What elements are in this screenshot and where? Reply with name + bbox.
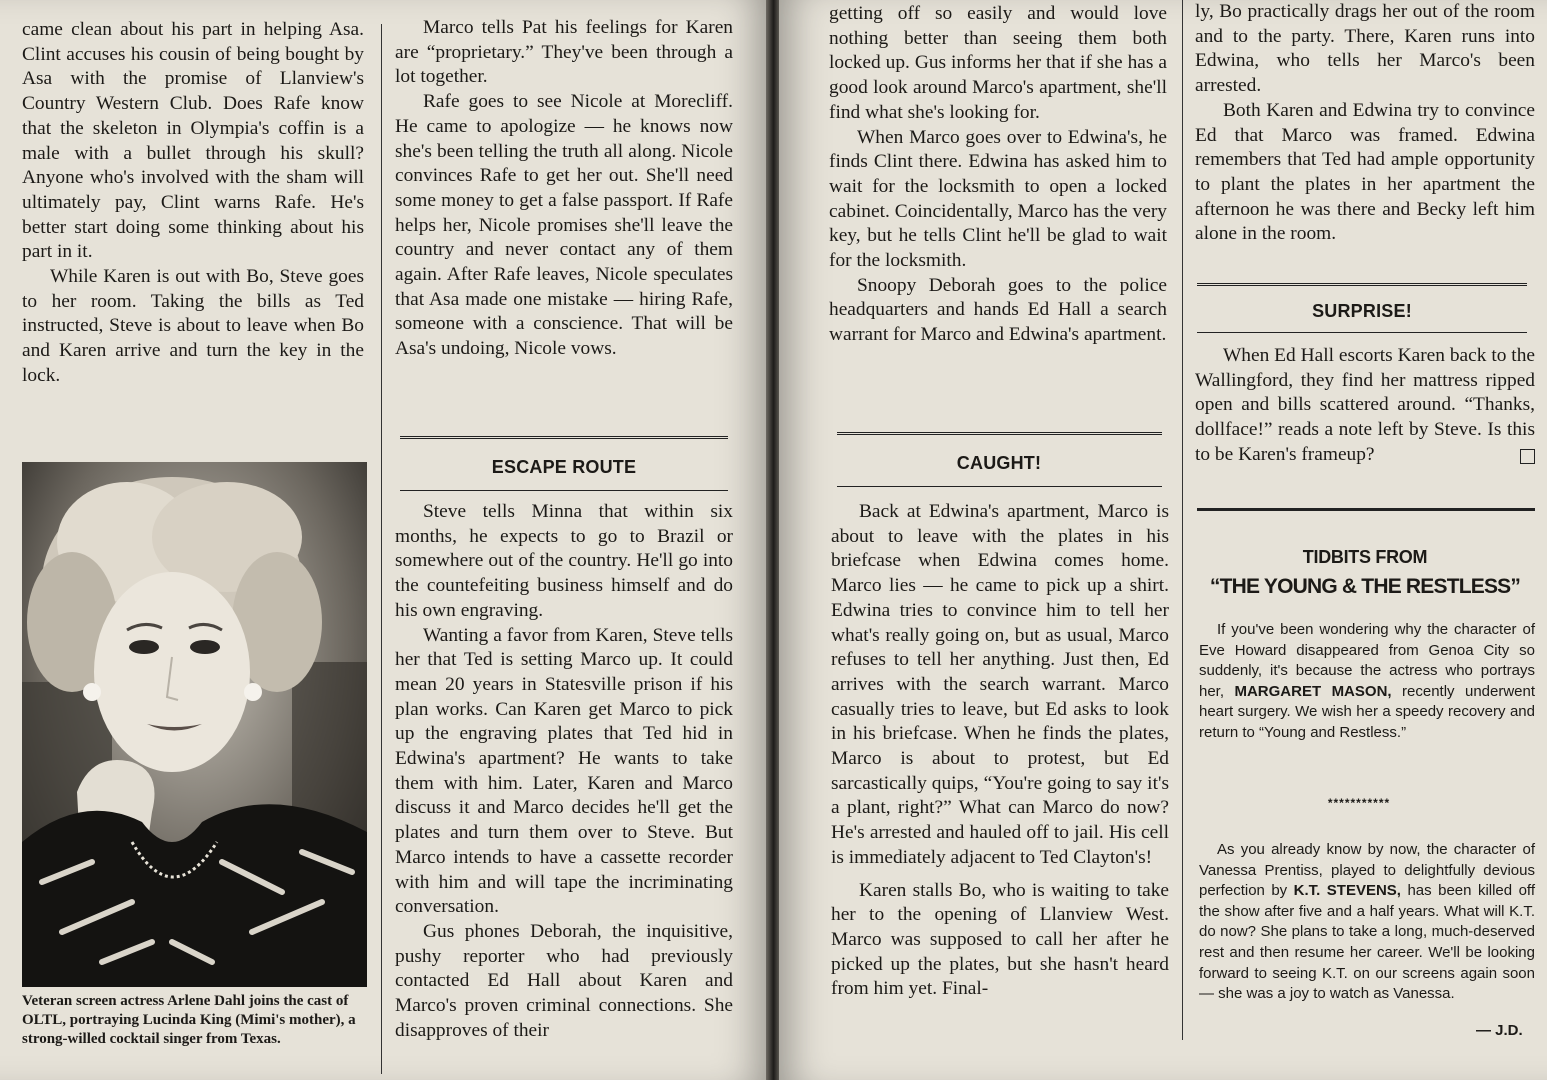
escape-route-heading: ESCAPE ROUTE: [491, 457, 637, 477]
actress-photo: [22, 462, 367, 987]
paragraph: [1199, 620, 1535, 744]
text-run: If you've been wondering why the character of Eve Howard disappeared from Genoa City so suddenly, it's because the actress who portrays her,: [1199, 621, 1535, 700]
tidbits-heading: [1195, 542, 1535, 602]
end-of-story-box-icon: [1520, 449, 1535, 464]
paragraph: While Karen is out with Bo, Steve goes to her room. Taking the bills as Ted instructed, Steve is about to leave when Bo and Karen arrive and turn the key in the lock.: [22, 266, 364, 386]
section-rule: [400, 436, 728, 442]
text-run: recently underwent heart surgery. We wish her a speedy recovery and return to “Young and Restless.”: [1199, 682, 1536, 741]
photo-caption: Veteran screen actress Arlene Dahl joins the cast of OLTL, portraying Lucinda King (Mimi's mother), a strong-willed cocktail singer from Texas.: [22, 993, 356, 1047]
paragraph: Snoopy Deborah goes to the police headquarters and hands Ed Hall a search warrant for Marco and Edwina's apartment.: [829, 274, 1167, 346]
right-page: [779, 0, 1547, 1080]
heading-underline: [1197, 332, 1527, 333]
paragraph: Marco tells Pat his feelings for Karen are “proprietary.” They've been through a lot together.: [395, 17, 733, 88]
tidbits-text-2: [1199, 840, 1535, 1005]
column-3-bottom-text: [831, 500, 1169, 1002]
paragraph: When Marco goes over to Edwina's, he finds Clint there. Edwina has asked him to wait for the locksmith to open a locked cabinet. Coincidentally, Marco has the very key, but he tells Clint he'll be glad to wait for the locksmith.: [829, 126, 1167, 272]
left-page: [0, 0, 768, 1080]
tidbits-heading-line-2: “THE YOUNG & THE RESTLESS”: [1209, 575, 1521, 598]
actor-name: K.T. STEVENS,: [1293, 882, 1401, 900]
actor-name: MARGARET MASON,: [1234, 682, 1392, 700]
paragraph: Steve tells Minna that within six months, he expects to go to Brazil or somewhere out of the country. He'll go into the countefeiting business himself and do his own engraving.: [395, 501, 733, 621]
paragraph: Both Karen and Edwina try to convince Ed that Marco was framed. Edwina remembers that Ted had ample opportunity to plant the plates in her apartment the afternoon he was there and Becky left him alone in the room.: [1195, 99, 1535, 245]
column-2-top-text: [395, 16, 733, 362]
text-run: has been killed off the show after five and a half years. What will K.T. do now? She plans to take a long, much-deserved rest and then resume her career. We'll be looking forward to seeing K.T. on our screens again soon — she was a joy to watch as Vanessa.: [1199, 882, 1535, 1003]
column-divider: [1182, 0, 1183, 1040]
paragraph: getting off so easily and would love nothing better than seeing them both locked up. Gus informs her that if she has a good look around Marco's apartment, she'll find what she's looking for.: [829, 3, 1167, 123]
paragraph: Wanting a favor from Karen, Steve tells her that Ted is setting Marco up. It could mean 20 years in Statesville prison if his plan works. Can Karen get Marco to pick up the engraving plates that Ted hid in Edwina's apartment? He wants to take them with him. Later, Karen and Marco discuss it and Marco decides he'll get the plates and turn them over to Steve. But Marco intends to have a cassette recorder with him and will tape the incriminating conversation.: [395, 624, 733, 918]
section-rule: [837, 432, 1162, 438]
section-rule: [1197, 283, 1527, 289]
heading-underline: [400, 490, 728, 491]
sidebar-rule: [1197, 508, 1535, 511]
paragraph: Back at Edwina's apartment, Marco is about to leave with the plates in his briefcase when Edwina comes home. Marco lies — he came to pick up a shirt. Edwina tries to convince him to tell her what's really going on, but as usual, Marco refuses to tell her anything. Just then, Ed arrives with the search warrant. Marco casually tries to leave, but Ed asks to look in his briefcase. When he finds the plates, Marco is about to protest, but Ed sarcastically quips, “You're going to say it's a plant, right?” What can Marco do now? He's arrested and hauled off to jail. His cell is immediately adjacent to Ted Clayton's!: [831, 501, 1169, 868]
tidbits-heading-line-1: TIDBITS FROM: [1302, 547, 1428, 567]
text-run: As you already know by now, the character of Vanessa Prentiss, played to delightfully devious perfection by: [1199, 841, 1535, 900]
portrait-image: [22, 462, 367, 987]
paragraph: Karen stalls Bo, who is waiting to take her to the opening of Llanview West. Marco was supposed to call her after he picked up the plates, but she hasn't heard from him yet. Final-: [831, 879, 1169, 1000]
column-divider: [381, 24, 382, 1074]
column-4-top-text: [1195, 0, 1535, 247]
tidbits-text-1: [1199, 620, 1535, 744]
column-3-top-text: [829, 2, 1167, 348]
section-separator: ***********: [1327, 796, 1391, 810]
paragraph: [1199, 840, 1535, 1005]
surprise-heading: SURPRISE!: [1312, 301, 1412, 321]
heading-underline: [837, 486, 1162, 487]
surprise-paragraph: When Ed Hall escorts Karen back to the Wallingford, they find her mattress ripped open and bills scattered around. “Thanks, dollface!” reads a note left by Steve. Is this to be Karen's frameup?: [1195, 345, 1535, 465]
paragraph: Gus phones Deborah, the inquisitive, pushy reporter who had previously contacted Ed Hall about Karen and Marco's proven criminal connections. She disapproves of their: [395, 920, 733, 1041]
column-2-bottom-text: [395, 500, 733, 1043]
caught-heading: CAUGHT!: [956, 453, 1042, 473]
surprise-text: [1195, 344, 1535, 468]
author-signature: — J.D.: [1476, 1022, 1523, 1039]
paragraph: [1195, 344, 1535, 468]
paragraph: ly, Bo practically drags her out of the room and to the party. There, Karen runs into Edwina, who tells her Marco's been arrested.: [1195, 1, 1535, 97]
paragraph: came clean about his part in helping Asa. Clint accuses his cousin of being bought by Asa with the promise of Llanview's Country Western Club. Does Rafe know that the skeleton in Olympia's coffin is a male with a bullet through his skull? Anyone who's involved with the sham will ultimately pay, Clint warns Rafe. He's better start doing some thinking about his part in it.: [22, 19, 364, 263]
paragraph: Rafe goes to see Nicole at Morecliff. He came to apologize — he knows now she's been telling the truth all along. Nicole convinces Rafe to get her out. She'll need some money to get a false passport. If Rafe helps her, Nicole promises she'll leave the country and never contact any of them again. After Rafe leaves, Nicole speculates that Asa made one mistake — hiring Rafe, someone with a conscience. That will be Asa's undoing, Nicole vows.: [395, 91, 733, 360]
column-1-text: [22, 18, 364, 389]
